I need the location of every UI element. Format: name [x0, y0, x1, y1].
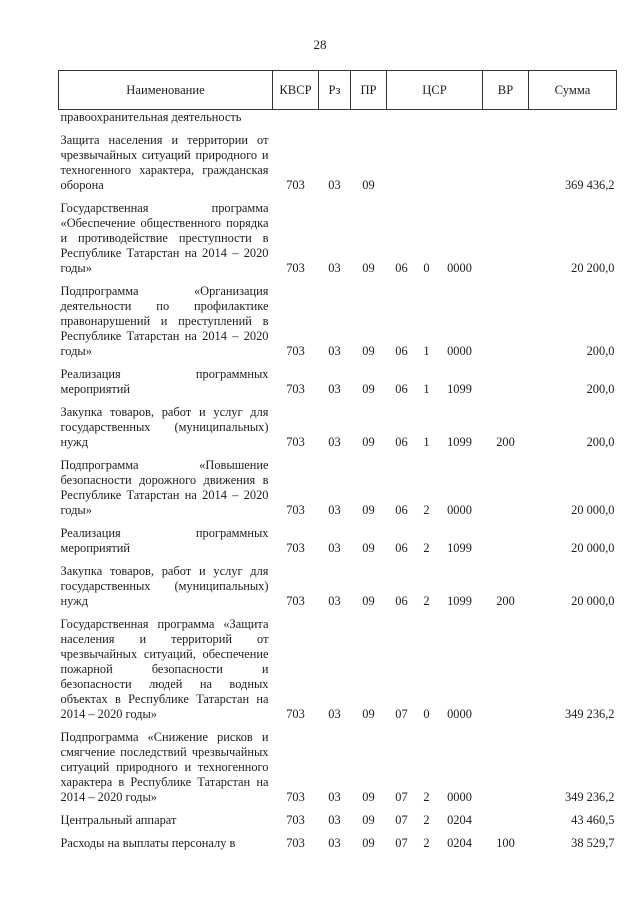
- cell-csr-program: 06: [395, 382, 408, 396]
- table-row: [59, 193, 617, 276]
- cell-name: Защита населения и территории от чрезвычайных ситуаций природного и техногенного характера, гражданская оборона: [60, 133, 269, 192]
- cell-sum: 20 000,0: [571, 594, 615, 608]
- cell-name: Центральный аппарат: [60, 813, 177, 827]
- cell-csr-direction: 1099: [447, 594, 472, 608]
- cell-kvsr: 703: [286, 541, 305, 555]
- cell-sum: 349 236,2: [564, 707, 615, 721]
- cell-sum: 349 236,2: [564, 790, 615, 804]
- cell-kvsr: 703: [286, 435, 305, 449]
- cell-csr-subprogram: 2: [423, 836, 430, 850]
- cell-vr: 200: [496, 594, 515, 608]
- table-body: [59, 110, 617, 852]
- cell-name: Закупка товаров, работ и услуг для государственных (муниципальных) нужд: [60, 564, 269, 608]
- cell-pr: 09: [362, 382, 375, 396]
- cell-csr-program: 06: [395, 503, 408, 517]
- cell-csr-direction: 1099: [447, 541, 472, 555]
- cell-csr-direction: 0000: [447, 707, 472, 721]
- header-sum: Сумма: [529, 71, 617, 110]
- cell-csr-subprogram: [417, 125, 437, 193]
- table-row: [59, 397, 617, 450]
- cell-kvsr: [273, 110, 319, 126]
- cell-pr: 09: [362, 503, 375, 517]
- cell-csr-direction: 1099: [447, 382, 472, 396]
- cell-sum: 200,0: [586, 382, 615, 396]
- cell-kvsr: 703: [286, 382, 305, 396]
- cell-vr: [483, 722, 529, 805]
- cell-csr-subprogram: 1: [423, 435, 430, 449]
- header-rz: Рз: [319, 71, 351, 110]
- cell-csr-program: [387, 125, 417, 193]
- cell-kvsr: 703: [286, 178, 305, 192]
- cell-csr-program: 07: [395, 836, 408, 850]
- table-row: [59, 450, 617, 518]
- cell-csr-program: 06: [395, 344, 408, 358]
- header-vr: ВР: [483, 71, 529, 110]
- cell-rz: 03: [328, 261, 341, 275]
- cell-pr: 09: [362, 707, 375, 721]
- cell-csr-subprogram: 1: [423, 344, 430, 358]
- cell-rz: 03: [328, 541, 341, 555]
- cell-rz: [319, 110, 351, 126]
- cell-pr: 09: [362, 790, 375, 804]
- cell-csr-subprogram: 2: [423, 541, 430, 555]
- cell-sum: 20 000,0: [571, 503, 615, 517]
- cell-vr: 100: [496, 836, 515, 850]
- cell-vr: [483, 359, 529, 397]
- cell-sum: 200,0: [586, 344, 615, 358]
- cell-pr: [351, 110, 387, 126]
- cell-rz: 03: [328, 435, 341, 449]
- cell-csr-program: 06: [395, 261, 408, 275]
- table-row: [59, 828, 617, 851]
- cell-vr: [483, 609, 529, 722]
- cell-csr-subprogram: 0: [423, 707, 430, 721]
- budget-table: [58, 70, 617, 851]
- cell-vr: [483, 125, 529, 193]
- cell-csr-program: 06: [395, 541, 408, 555]
- cell-rz: 03: [328, 382, 341, 396]
- cell-kvsr: 703: [286, 813, 305, 827]
- cell-csr-subprogram: 0: [423, 261, 430, 275]
- cell-name: правоохранительная деятельность: [60, 110, 242, 124]
- cell-name: Подпрограмма «Снижение рисков и смягчение последствий чрезвычайных ситуаций природного и техногенного характера в Республике Татарстан на 2014 – 2020 годы»: [60, 730, 269, 804]
- cell-csr-direction: [437, 125, 483, 193]
- cell-pr: 09: [362, 813, 375, 827]
- cell-rz: 03: [328, 178, 341, 192]
- header-kvsr: КВСР: [273, 71, 319, 110]
- cell-rz: 03: [328, 594, 341, 608]
- cell-sum: 20 000,0: [571, 541, 615, 555]
- cell-kvsr: 703: [286, 503, 305, 517]
- header-pr: ПР: [351, 71, 387, 110]
- cell-rz: 03: [328, 836, 341, 850]
- cell-csr-program: 06: [395, 594, 408, 608]
- cell-vr: [483, 450, 529, 518]
- cell-name: Реализация программных мероприятий: [60, 367, 269, 396]
- cell-name: Закупка товаров, работ и услуг для государственных (муниципальных) нужд: [60, 405, 269, 449]
- cell-rz: 03: [328, 813, 341, 827]
- table-row: [59, 110, 617, 126]
- cell-csr-direction: 0000: [447, 344, 472, 358]
- cell-csr-subprogram: 2: [423, 813, 430, 827]
- cell-vr: [483, 276, 529, 359]
- cell-vr: [483, 110, 529, 126]
- cell-rz: 03: [328, 790, 341, 804]
- header-name: Наименование: [59, 71, 273, 110]
- cell-kvsr: 703: [286, 790, 305, 804]
- cell-csr-program: 07: [395, 813, 408, 827]
- cell-kvsr: 703: [286, 707, 305, 721]
- table-row: [59, 125, 617, 193]
- cell-csr-program: 06: [395, 435, 408, 449]
- table-header-row: [59, 71, 617, 110]
- cell-pr: 09: [362, 836, 375, 850]
- table-row: [59, 518, 617, 556]
- cell-csr-direction: [437, 110, 483, 126]
- cell-csr-subprogram: 2: [423, 503, 430, 517]
- cell-vr: 200: [496, 435, 515, 449]
- cell-vr: [483, 805, 529, 828]
- cell-csr-direction: 1099: [447, 435, 472, 449]
- cell-kvsr: 703: [286, 836, 305, 850]
- cell-vr: [483, 193, 529, 276]
- cell-sum: 43 460,5: [571, 813, 615, 827]
- cell-name: Подпрограмма «Организация деятельности по профилактике правонарушений и преступлений в Республике Татарстан на 2014 – 2020 годы»: [60, 284, 269, 358]
- cell-name: Государственная программа «Защита населения и территорий от чрезвычайных ситуаций, обеспечение пожарной безопасности и безопасности людей на водных объектах в Республике Татарстан на 2014 – 2020 годы»: [60, 617, 269, 721]
- cell-csr-subprogram: 1: [423, 382, 430, 396]
- cell-kvsr: 703: [286, 594, 305, 608]
- cell-name: Подпрограмма «Повышение безопасности дорожного движения в Республике Татарстан на 2014 – 2020 годы»: [60, 458, 269, 517]
- cell-pr: 09: [362, 594, 375, 608]
- table-row: [59, 556, 617, 609]
- cell-rz: 03: [328, 503, 341, 517]
- cell-name: Расходы на выплаты персоналу в: [60, 836, 236, 850]
- cell-sum: [529, 110, 617, 126]
- table-row: [59, 805, 617, 828]
- cell-pr: 09: [362, 541, 375, 555]
- table-row: [59, 722, 617, 805]
- cell-csr-subprogram: [417, 110, 437, 126]
- cell-rz: 03: [328, 707, 341, 721]
- header-csr: ЦСР: [387, 71, 483, 110]
- cell-csr-direction: 0000: [447, 790, 472, 804]
- cell-sum: 38 529,7: [571, 836, 615, 850]
- cell-pr: 09: [362, 435, 375, 449]
- cell-rz: 03: [328, 344, 341, 358]
- table-row: [59, 276, 617, 359]
- cell-pr: 09: [362, 344, 375, 358]
- cell-sum: 369 436,2: [564, 178, 615, 192]
- cell-csr-direction: 0000: [447, 503, 472, 517]
- cell-csr-program: [387, 110, 417, 126]
- cell-name: Реализация программных мероприятий: [60, 526, 269, 555]
- cell-kvsr: 703: [286, 261, 305, 275]
- cell-csr-direction: 0000: [447, 261, 472, 275]
- cell-pr: 09: [362, 178, 375, 192]
- cell-csr-direction: 0204: [447, 813, 472, 827]
- page-number: 28: [313, 37, 327, 52]
- table-row: [59, 359, 617, 397]
- cell-csr-subprogram: 2: [423, 790, 430, 804]
- cell-csr-direction: 0204: [447, 836, 472, 850]
- cell-csr-program: 07: [395, 790, 408, 804]
- cell-csr-program: 07: [395, 707, 408, 721]
- cell-csr-subprogram: 2: [423, 594, 430, 608]
- cell-kvsr: 703: [286, 344, 305, 358]
- cell-vr: [483, 518, 529, 556]
- cell-name: Государственная программа «Обеспечение общественного порядка и противодействие преступности в Республике Татарстан на 2014 – 2020 годы»: [60, 201, 269, 275]
- cell-pr: 09: [362, 261, 375, 275]
- cell-sum: 200,0: [586, 435, 615, 449]
- table-row: [59, 609, 617, 722]
- cell-sum: 20 200,0: [571, 261, 615, 275]
